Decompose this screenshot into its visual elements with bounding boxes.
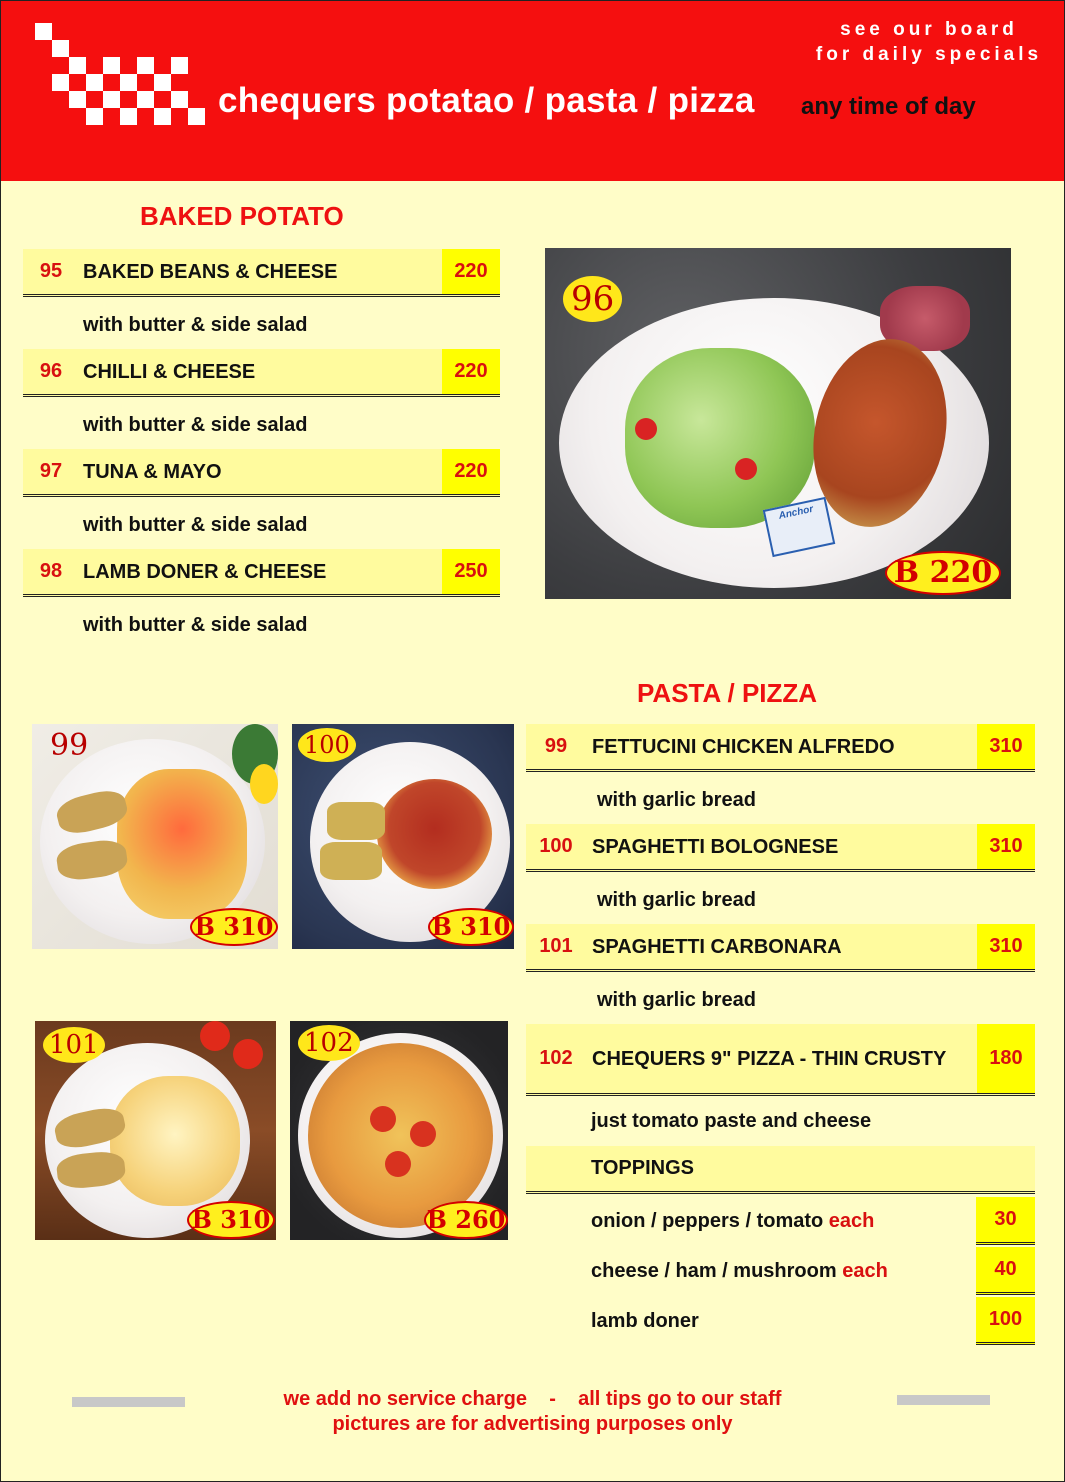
baked-potato-photo (545, 248, 1011, 599)
item-name: SPAGHETTI CARBONARA (592, 935, 842, 958)
topping-name: onion / peppers / tomato (591, 1209, 824, 1232)
menu-item-95 (23, 249, 500, 297)
spaghetti-bolognese (377, 779, 492, 889)
item-name: BAKED BEANS & CHEESE (83, 260, 338, 283)
item-number: 101 (539, 935, 573, 957)
toppings-title: TOPPINGS (591, 1157, 694, 1179)
pizza-photo-102 (290, 1021, 508, 1240)
photo-number-badge: 101 (43, 1027, 105, 1063)
item-name: CHEQUERS 9" PIZZA - THIN CRUSTY (592, 1047, 947, 1070)
topping-each: each (842, 1259, 888, 1282)
tomato-topping (370, 1106, 396, 1132)
pasta-pizza-title: PASTA / PIZZA (637, 678, 818, 708)
item-description: with garlic bread (597, 788, 756, 811)
item-number: 96 (39, 360, 63, 382)
topping-row (591, 1247, 971, 1295)
board-line-1: see our board (840, 19, 1018, 40)
item-price: 310 (977, 724, 1035, 769)
lemon (250, 764, 278, 804)
item-number: 102 (539, 1047, 573, 1069)
baked-potato-title: BAKED POTATO (140, 201, 344, 231)
item-description: with garlic bread (597, 888, 756, 911)
photo-number-badge: 96 (563, 276, 622, 322)
photo-price-badge: B 260 (424, 1201, 508, 1239)
item-name: TUNA & MAYO (83, 460, 222, 483)
tomato-topping (385, 1151, 411, 1177)
item-description: with butter & side salad (83, 313, 308, 336)
item-description: with butter & side salad (83, 513, 308, 536)
photo-number-badge: 102 (298, 1025, 360, 1061)
pasta-photo-101 (35, 1021, 276, 1240)
photo-price-badge: B 220 (885, 551, 1001, 595)
topping-name: lamb doner (591, 1309, 699, 1332)
item-description: with butter & side salad (83, 613, 308, 636)
menu-item-100 (526, 824, 1035, 872)
menu-item-97 (23, 449, 500, 497)
board-line-2: for daily specials (815, 44, 1043, 65)
pasta-photo-100 (292, 724, 514, 949)
tomato-topping (410, 1121, 436, 1147)
menu-item-102 (526, 1024, 1035, 1096)
tomato-slice (635, 418, 657, 440)
topping-price: 100 (976, 1297, 1035, 1345)
topping-name: cheese / ham / mushroom (591, 1259, 837, 1282)
item-number: 100 (539, 835, 573, 857)
item-price: 220 (442, 349, 500, 394)
butter-brand-text: Anchor (777, 503, 815, 522)
fettucini-pasta (117, 769, 247, 919)
topping-each: each (828, 1209, 875, 1232)
item-name: CHILLI & CHEESE (83, 360, 256, 383)
topping-price: 40 (976, 1247, 1035, 1295)
item-name: FETTUCINI CHICKEN ALFREDO (592, 735, 895, 758)
tomato (233, 1039, 263, 1069)
topping-row (591, 1197, 971, 1245)
item-price: 250 (442, 549, 500, 594)
photo-price-badge: B 310 (190, 908, 278, 946)
photo-price-badge: B 310 (428, 908, 514, 946)
item-price: 310 (977, 824, 1035, 869)
item-number: 95 (39, 260, 63, 282)
topping-row (591, 1297, 971, 1345)
pasta-photo-99 (32, 724, 278, 949)
item-description: with garlic bread (597, 988, 756, 1011)
menu-item-101 (526, 924, 1035, 972)
spaghetti-carbonara (110, 1076, 240, 1206)
item-description: just tomato paste and cheese (591, 1109, 872, 1132)
header-title: chequers potatao / pasta / pizza (218, 81, 755, 120)
item-number: 97 (39, 460, 63, 482)
photo-number-badge: 100 (298, 728, 356, 762)
menu-item-98 (23, 549, 500, 597)
garlic-bread (327, 802, 385, 840)
item-name: LAMB DONER & CHEESE (83, 560, 327, 583)
checker-logo (35, 23, 215, 143)
item-name: SPAGHETTI BOLOGNESE (592, 835, 839, 858)
item-number: 98 (39, 560, 63, 582)
item-price: 180 (977, 1024, 1035, 1093)
tomato-slice (735, 458, 757, 480)
item-description: with butter & side salad (83, 413, 308, 436)
photo-price-badge: B 310 (187, 1201, 275, 1239)
footer-line-1: we add no service charge - all tips go to our staff (283, 1388, 782, 1410)
garlic-bread (320, 842, 382, 880)
header-subtitle: any time of day (801, 93, 976, 120)
footer-line-2: pictures are for advertising purposes only (332, 1413, 733, 1435)
toppings-header (526, 1146, 1035, 1194)
item-price: 220 (442, 249, 500, 294)
item-price: 310 (977, 924, 1035, 969)
side-salad (625, 348, 815, 528)
item-number: 99 (544, 735, 568, 757)
menu-item-99 (526, 724, 1035, 772)
daily-specials-note (813, 17, 1045, 67)
item-price: 220 (442, 449, 500, 494)
topping-price: 30 (976, 1197, 1035, 1245)
menu-item-96 (23, 349, 500, 397)
tomato (200, 1021, 230, 1051)
photo-number-badge: 99 (50, 728, 89, 763)
